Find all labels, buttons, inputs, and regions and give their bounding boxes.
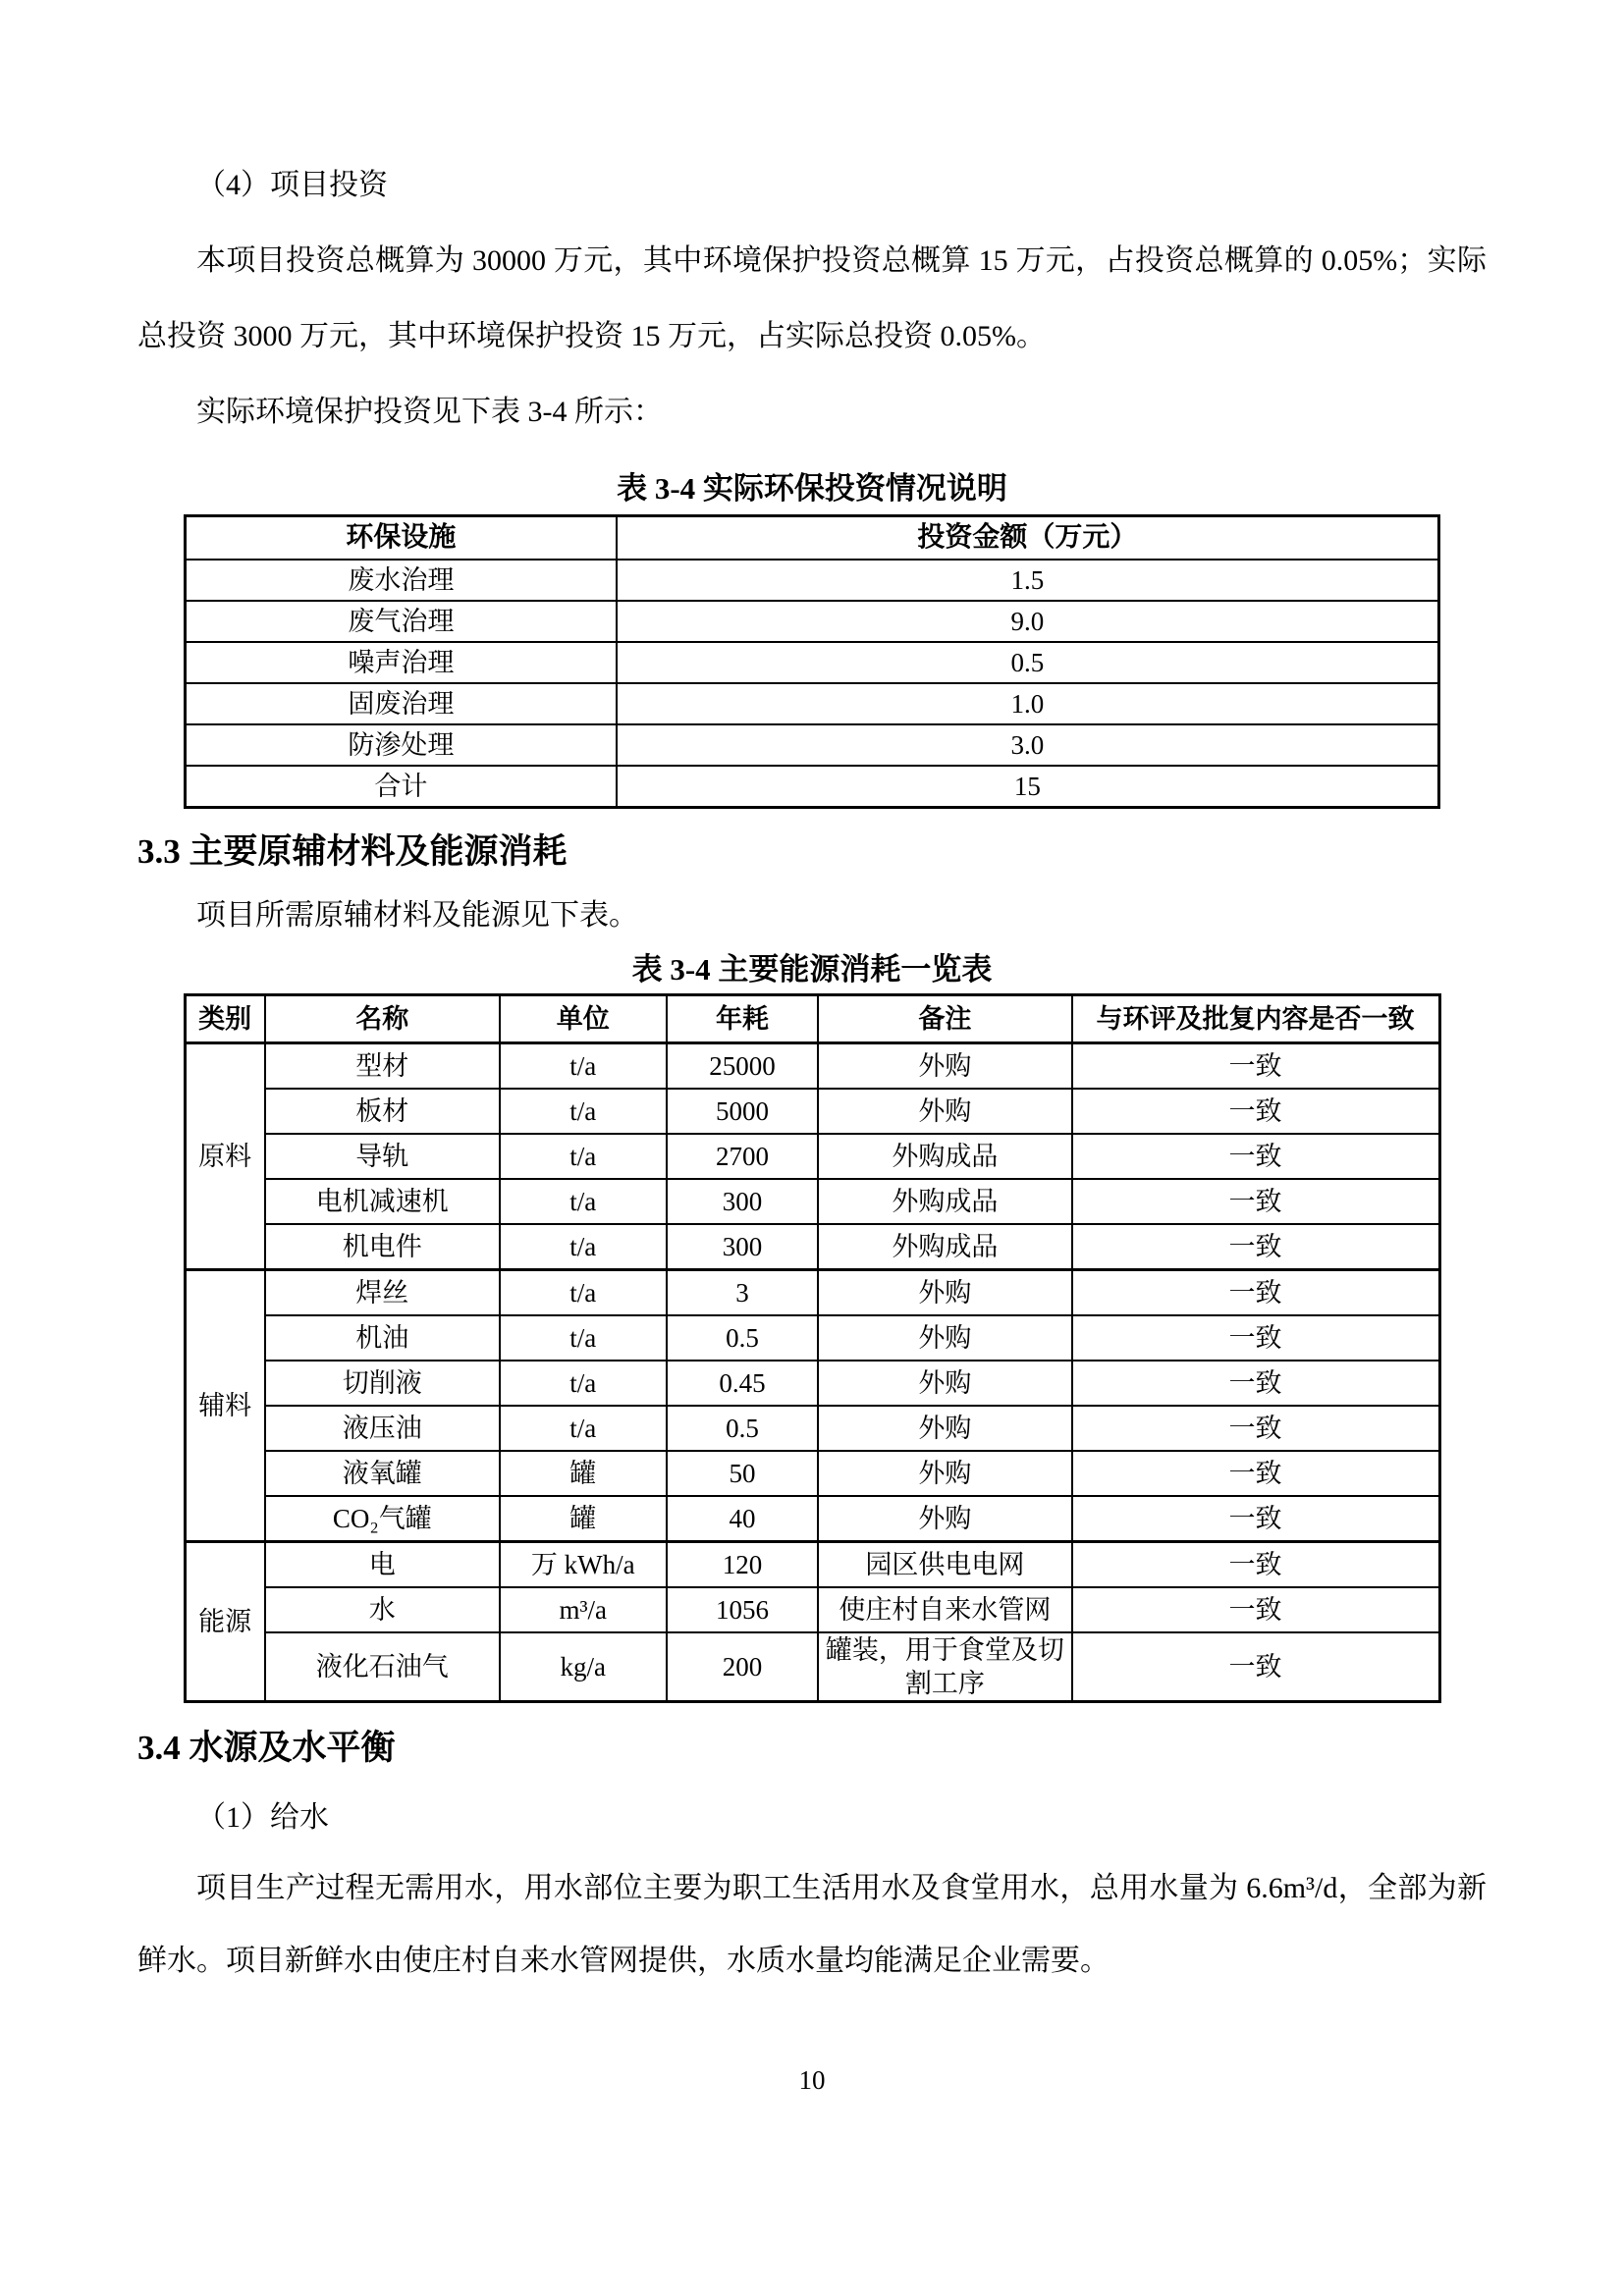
table-cell: 防渗处理 <box>186 724 617 766</box>
table-cell: 一致 <box>1072 1315 1440 1361</box>
table-cell: CO₂气罐 <box>265 1496 500 1542</box>
table-cell: m³/a <box>500 1587 667 1632</box>
table-cell: 罐 <box>500 1496 667 1542</box>
table-cell: 型材 <box>265 1043 500 1090</box>
table-cell: 罐装，用于食堂及切割工序 <box>818 1632 1071 1702</box>
table-cell: 一致 <box>1072 1496 1440 1542</box>
paragraph-water-supply: 项目生产过程无需用水，用水部位主要为职工生活用水及食堂用水，总用水量为 6.6m³/d，全部为新鲜水。项目新鲜水由使庄村自来水管网提供，水质水量均能满足企业需要。 <box>137 1872 1487 1977</box>
table-cell: 一致 <box>1072 1542 1440 1588</box>
table-cell: 外购 <box>818 1451 1071 1496</box>
table-cell: t/a <box>500 1315 667 1361</box>
table-cell: 一致 <box>1072 1179 1440 1224</box>
paragraph-table-reference: 实际环境保护投资见下表 3-4 所示： <box>196 396 663 428</box>
table-cell: 1.5 <box>617 560 1439 601</box>
table-cell: 一致 <box>1072 1587 1440 1632</box>
table-cell: 2700 <box>667 1134 819 1179</box>
table-cell: 一致 <box>1072 1451 1440 1496</box>
subsection-heading-project-investment: （4）项目投资 <box>196 169 388 201</box>
table-cell: 200 <box>667 1632 819 1702</box>
table-cell: 液化石油气 <box>265 1632 500 1702</box>
table-cell: 外购 <box>818 1315 1071 1361</box>
table-cell: 一致 <box>1072 1089 1440 1134</box>
table1-body <box>186 560 1439 808</box>
table-row <box>185 1632 1439 1702</box>
table2-header-unit: 单位 <box>500 995 667 1043</box>
table-cell: 外购 <box>818 1361 1071 1406</box>
energy-consumption-table <box>184 993 1441 1703</box>
table-cell: 一致 <box>1072 1632 1440 1702</box>
table-cell: 40 <box>667 1496 819 1542</box>
table-cell: 电 <box>265 1542 500 1588</box>
table-cell: 一致 <box>1072 1406 1440 1451</box>
table-row <box>185 1270 1439 1316</box>
table-cell: 罐 <box>500 1451 667 1496</box>
table-cell: t/a <box>500 1270 667 1316</box>
table-cell: 120 <box>667 1542 819 1588</box>
table-cell: 板材 <box>265 1089 500 1134</box>
table1-header-facility: 环保设施 <box>186 516 617 561</box>
table-cell: 废气治理 <box>186 601 617 642</box>
table-cell: 液氧罐 <box>265 1451 500 1496</box>
table-row <box>186 766 1439 808</box>
table1-header-amount: 投资金额（万元） <box>617 516 1439 561</box>
table-cell: 合计 <box>186 766 617 808</box>
table-row <box>185 1134 1439 1179</box>
section-heading-3-3: 3.3 主要原辅材料及能源消耗 <box>137 832 568 871</box>
table-cell: 外购成品 <box>818 1134 1071 1179</box>
table-cell: 园区供电电网 <box>818 1542 1071 1588</box>
table-cell: 1056 <box>667 1587 819 1632</box>
table1-header-row <box>186 516 1439 561</box>
table-row <box>185 1361 1439 1406</box>
table2-header-annual-consumption: 年耗 <box>667 995 819 1043</box>
table2-title: 表 3-4 主要能源消耗一览表 <box>631 952 993 987</box>
table2-body <box>185 1043 1439 1702</box>
table2-header-eia-consistency: 与环评及批复内容是否一致 <box>1072 995 1440 1043</box>
table-cell: 3 <box>667 1270 819 1316</box>
category-cell: 能源 <box>185 1542 265 1702</box>
table-cell: 3.0 <box>617 724 1439 766</box>
table-cell: 万 kWh/a <box>500 1542 667 1588</box>
table-cell: 外购 <box>818 1270 1071 1316</box>
table-cell: 噪声治理 <box>186 642 617 683</box>
table-cell: 0.5 <box>617 642 1439 683</box>
table-row <box>186 683 1439 724</box>
table2-header-name: 名称 <box>265 995 500 1043</box>
table-cell: t/a <box>500 1134 667 1179</box>
table-row <box>186 642 1439 683</box>
table-cell: t/a <box>500 1224 667 1270</box>
table-cell: 机油 <box>265 1315 500 1361</box>
table-cell: 15 <box>617 766 1439 808</box>
table-cell: 一致 <box>1072 1224 1440 1270</box>
table-cell: 使庄村自来水管网 <box>818 1587 1071 1632</box>
table1-title: 表 3-4 实际环保投资情况说明 <box>617 471 1007 506</box>
table-cell: 焊丝 <box>265 1270 500 1316</box>
table-row <box>185 1089 1439 1134</box>
table-cell: 外购成品 <box>818 1224 1071 1270</box>
table-row <box>186 724 1439 766</box>
table-cell: 外购成品 <box>818 1179 1071 1224</box>
table-cell: t/a <box>500 1043 667 1090</box>
table2-header-row <box>185 995 1439 1043</box>
table-cell: t/a <box>500 1406 667 1451</box>
table-cell: 一致 <box>1072 1361 1440 1406</box>
table-cell: 0.5 <box>667 1406 819 1451</box>
table2-header-category: 类别 <box>185 995 265 1043</box>
table-cell: 外购 <box>818 1406 1071 1451</box>
table-cell: 水 <box>265 1587 500 1632</box>
table-cell: 0.5 <box>667 1315 819 1361</box>
table-cell: 切削液 <box>265 1361 500 1406</box>
table-cell: 1.0 <box>617 683 1439 724</box>
table-cell: 机电件 <box>265 1224 500 1270</box>
table-cell: 固废治理 <box>186 683 617 724</box>
table-cell: 300 <box>667 1224 819 1270</box>
table-cell: kg/a <box>500 1632 667 1702</box>
table-row <box>186 601 1439 642</box>
table-cell: 50 <box>667 1451 819 1496</box>
table-cell: 0.45 <box>667 1361 819 1406</box>
table-cell: 外购 <box>818 1496 1071 1542</box>
table-cell: 液压油 <box>265 1406 500 1451</box>
table-row <box>185 1496 1439 1542</box>
table-row <box>186 560 1439 601</box>
table-row <box>185 1043 1439 1090</box>
table-cell: 一致 <box>1072 1270 1440 1316</box>
investment-table <box>184 514 1440 809</box>
table2-header-remark: 备注 <box>818 995 1071 1043</box>
table-row <box>185 1406 1439 1451</box>
table-row <box>185 1587 1439 1632</box>
paragraph-materials-reference: 项目所需原辅材料及能源见下表。 <box>196 899 638 932</box>
subsection-heading-water-supply: （1）给水 <box>196 1801 329 1834</box>
table-cell: t/a <box>500 1361 667 1406</box>
table-cell: 一致 <box>1072 1043 1440 1090</box>
paragraph-investment-summary: 本项目投资总概算为 30000 万元，其中环境保护投资总概算 15 万元，占投资总概算的 0.05%；实际总投资 3000 万元，其中环境保护投资 15 万元，占实际总投资 0.05%。 <box>137 244 1487 352</box>
table-cell: 300 <box>667 1179 819 1224</box>
table-cell: 外购 <box>818 1089 1071 1134</box>
table-cell: 外购 <box>818 1043 1071 1090</box>
table-cell: 电机减速机 <box>265 1179 500 1224</box>
table-row <box>185 1542 1439 1588</box>
page-number: 10 <box>798 2065 826 2095</box>
category-cell: 原料 <box>185 1043 265 1270</box>
section-heading-3-4: 3.4 水源及水平衡 <box>137 1729 396 1767</box>
table-cell: t/a <box>500 1179 667 1224</box>
table-row <box>185 1451 1439 1496</box>
table-row <box>185 1179 1439 1224</box>
table-cell: 一致 <box>1072 1134 1440 1179</box>
category-cell: 辅料 <box>185 1270 265 1542</box>
table-cell: 25000 <box>667 1043 819 1090</box>
table-cell: t/a <box>500 1089 667 1134</box>
table-cell: 导轨 <box>265 1134 500 1179</box>
table-row <box>185 1224 1439 1270</box>
table-row <box>185 1315 1439 1361</box>
table-cell: 5000 <box>667 1089 819 1134</box>
table-cell: 废水治理 <box>186 560 617 601</box>
table-cell: 9.0 <box>617 601 1439 642</box>
